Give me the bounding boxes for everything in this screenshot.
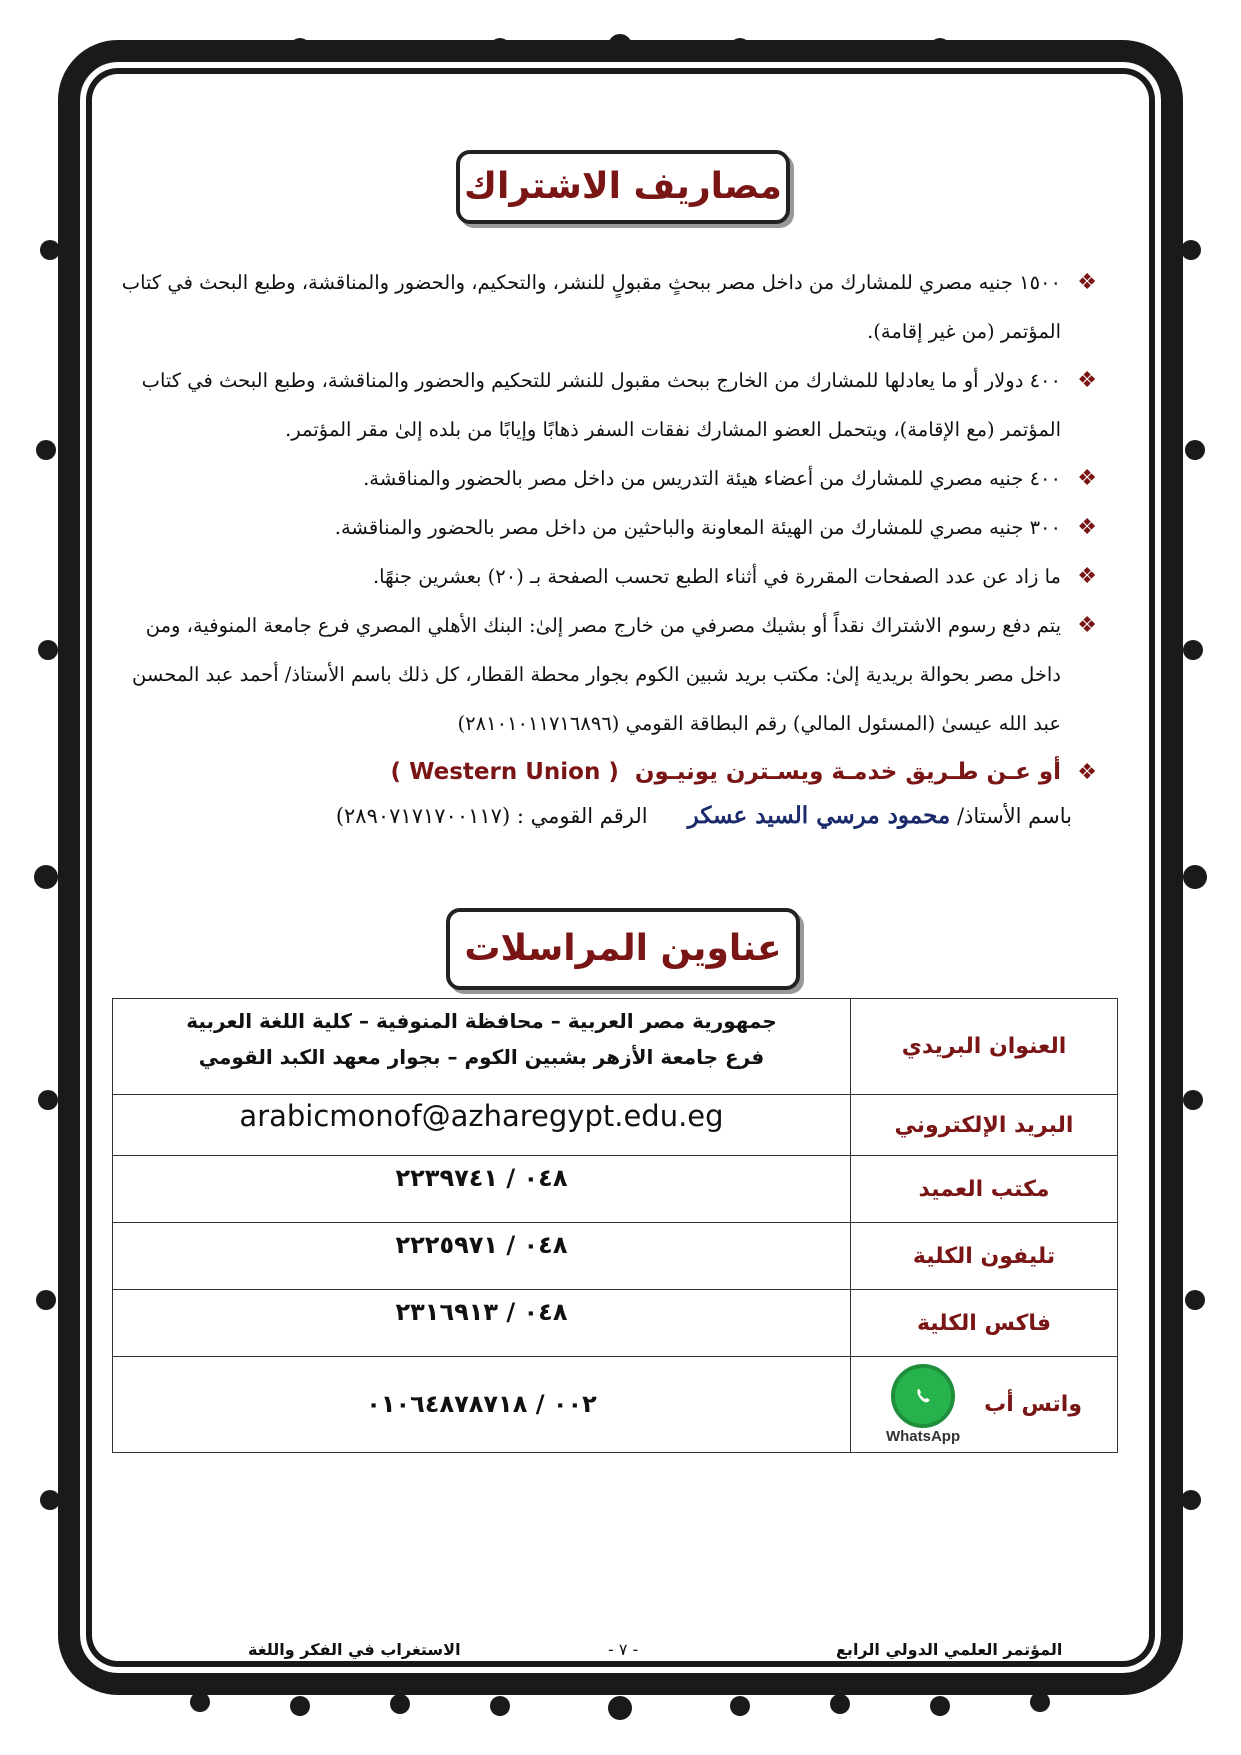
fee-item (112, 454, 1097, 503)
address-line-2: فرع جامعة الأزهر بشبين الكوم – بجوار معهد الكبد القومي (198, 1045, 765, 1069)
recipient-id-value: (٢٨٩٠٧١٧١٧٠٠١١٧) (335, 804, 511, 828)
whatsapp-label-group (886, 1364, 1082, 1445)
western-union-label: ( Western Union ) (390, 759, 619, 785)
fee-item (112, 356, 1097, 454)
table-row (113, 999, 1118, 1095)
whatsapp-label: واتس أب (984, 1392, 1083, 1417)
western-union-item (112, 748, 1097, 797)
fee-item (112, 258, 1097, 356)
fee-text: ١٥٠٠ جنيه مصري للمشارك من داخل مصر ببحثٍ مقبولٍ للنشر، والتحكيم، والحضور والمناقشة، وطبع البحث في كتاب المؤتمر (من غير إقامة). (121, 271, 1061, 343)
payment-text: يتم دفع رسوم الاشتراك نقداً أو بشيك مصرفي من خارج مصر إلىٰ: البنك الأهلي المصري فرع جامعة المنوفية، ومن داخل مصر بحوالة بريدية إلىٰ: مكتب بريد شبين الكوم بجوار محطة القطار، كل ذلك باسم الأستاذ/ أحمد عبد المحسن عبد الله عيسىٰ (المسئول المالي) رقم البطاقة القومي (٢٨١٠١٠١١٧١٦٨٩٦) (132, 614, 1061, 735)
western-union-prefix: أو عـن طـريق خدمـة ويسـترن يونيـون (634, 759, 1061, 785)
dean-office-phone: ٠٤٨ / ٢٢٣٩٧٤١ (113, 1156, 851, 1223)
diamond-bullet-icon: ❖ (1077, 515, 1097, 540)
dean-office-label: مكتب العميد (851, 1156, 1118, 1223)
fee-item (112, 552, 1097, 601)
fee-item (112, 503, 1097, 552)
whatsapp-cell (851, 1357, 1118, 1453)
diamond-bullet-icon: ❖ (1077, 270, 1097, 295)
fees-list (112, 258, 1097, 797)
college-fax-value: ٠٤٨ / ٢٣١٦٩١٣ (113, 1290, 851, 1357)
recipient-id-label: الرقم القومي : (516, 804, 648, 828)
college-fax-label: فاكس الكلية (851, 1290, 1118, 1357)
whatsapp-icon (891, 1364, 955, 1428)
diamond-bullet-icon: ❖ (1077, 466, 1097, 491)
table-row (113, 1290, 1118, 1357)
email-label: البريد الإلكتروني (851, 1095, 1118, 1156)
email-value[interactable]: arabicmonof@azharegypt.edu.eg (113, 1095, 851, 1156)
college-phone-value: ٠٤٨ / ٢٢٢٥٩٧١ (113, 1223, 851, 1290)
whatsapp-value: ٠٠٢ / ٠١٠٦٤٨٧٨٧١٨ (113, 1357, 851, 1453)
address-value (113, 999, 851, 1095)
fee-text: ٣٠٠ جنيه مصري للمشارك من الهيئة المعاونة والباحثين من داخل مصر بالحضور والمناقشة. (334, 516, 1061, 539)
recipient-name: محمود مرسي السيد عسكر (687, 802, 951, 829)
table-row (113, 1357, 1118, 1453)
payment-item (112, 601, 1097, 748)
table-row (113, 1223, 1118, 1290)
correspondence-addresses-title: عناوين المراسلات (446, 908, 800, 990)
footer-conference: المؤتمر العلمي الدولي الرابع (836, 1640, 1063, 1659)
whatsapp-caption: WhatsApp (885, 1428, 961, 1445)
fee-text: ٤٠٠ دولار أو ما يعادلها للمشارك من الخارج ببحث مقبول للنشر للتحكيم والحضور والمناقشة، وطبع البحث في كتاب المؤتمر (مع الإقامة)، ويتحمل العضو المشارك نفقات السفر ذهابًا وإيابًا من بلده إلىٰ مقر المؤتمر. (141, 369, 1061, 441)
table-row (113, 1095, 1118, 1156)
contacts-table (112, 998, 1118, 1453)
diamond-bullet-icon: ❖ (1077, 368, 1097, 393)
college-phone-label: تليفون الكلية (851, 1223, 1118, 1290)
diamond-bullet-icon: ❖ (1077, 564, 1097, 589)
subscription-fees-title: مصاريف الاشتراك (456, 150, 790, 224)
table-row (113, 1156, 1118, 1223)
diamond-bullet-icon: ❖ (1077, 613, 1097, 638)
address-line-1: جمهورية مصر العربية – محافظة المنوفية – كلية اللغة العربية (186, 1009, 777, 1033)
diamond-bullet-icon: ❖ (1077, 760, 1097, 785)
page-number: - ٧ - (608, 1640, 639, 1659)
recipient-prefix: باسم الأستاذ/ (956, 804, 1072, 828)
fee-text: ما زاد عن عدد الصفحات المقررة في أثناء الطبع تحسب الصفحة بـ (٢٠) بعشرين جنهًا. (372, 565, 1061, 588)
address-label: العنوان البريدي (851, 999, 1118, 1095)
recipient-line (112, 802, 1072, 829)
footer-topic: الاستغراب في الفكر واللغة (248, 1640, 461, 1659)
fee-text: ٤٠٠ جنيه مصري للمشارك من أعضاء هيئة التدريس من داخل مصر بالحضور والمناقشة. (363, 467, 1061, 490)
whatsapp-logo (886, 1364, 960, 1445)
